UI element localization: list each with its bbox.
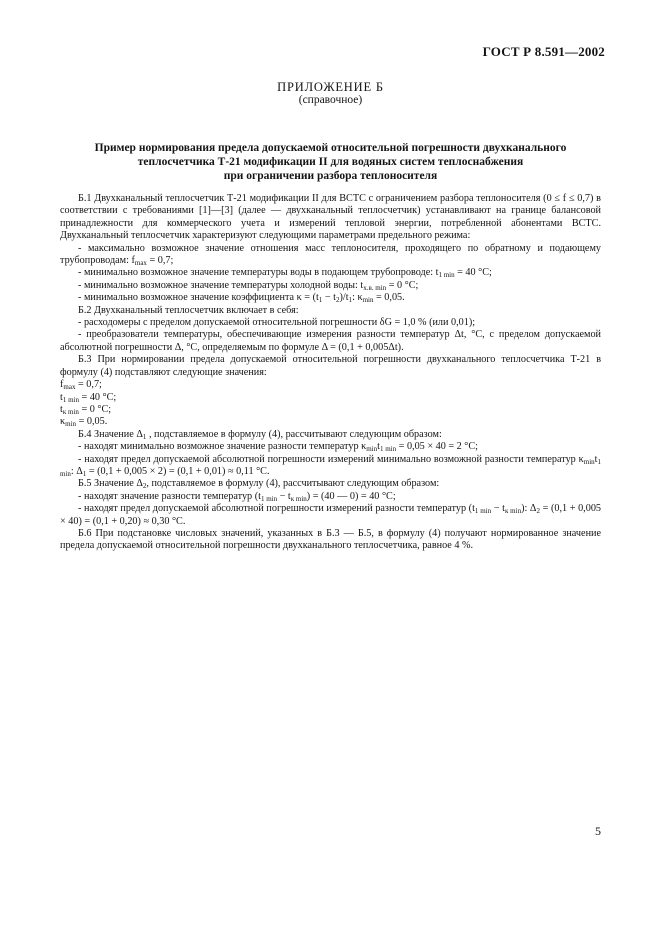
example-title-line-1: Пример нормирования предела допускаемой относительной погрешности двухканального bbox=[94, 142, 567, 154]
b3-value-t1min: $t_{1 min} = 40$ °С; bbox=[60, 391, 117, 404]
b4-list-item-min-difference: - находят минимально возможное значение разности температур $\kappa_{min}t_{1 min} = 0,05 \times 40 = 2$ °С; bbox=[78, 441, 478, 454]
b4-list-item-abs-error: - находят предел допускаемой абсолютной погрешности измерений минимально возможной разности температур $\kappa_{min}t_{1 min}$: $\Delta_1 = (0,1 + 0,005 \times 2) = (0,1 + 0,01) \approx 0,11$ °С. bbox=[60, 453, 601, 478]
paragraph-b6: Б.6 При подстановке числовых значений, указанных в Б.3 — Б.5, в формулу (4) получают нормированное значение предела допускаемой относительной погрешности двухканального теплосчетчика, равное 4 %. bbox=[60, 527, 601, 552]
b2-list-item-converters: - преобразователи температуры, обеспечивающие измерения разности температур Δt, °С, с пределом допускаемой абсолютной погрешности Δ, °С, определяемым по формуле Δ = (0,1 + 0,005Δt). bbox=[60, 329, 601, 353]
paragraph-b4: Б.4 Значение $\Delta_1$ , подставляемое в формулу (4), рассчитывают следующим образом: bbox=[78, 428, 442, 441]
example-title bbox=[60, 141, 601, 183]
b1-list-item-fmax: - максимально возможное значение отношения масс теплоносителя, проходящего по обратному и подающему трубопроводам: $f_{max} = 0,7$; bbox=[60, 242, 601, 268]
b1-list-item-t1min: - минимально возможное значение температуры воды в подающем трубопроводе: $t_{1 min} = 40$ °С; bbox=[78, 267, 492, 280]
b3-value-kappamin: $\kappa_{min} = 0,05$. bbox=[60, 416, 108, 429]
paragraph-b1: Б.1 Двухканальный теплосчетчик Т-21 модификации II для ВСТС с ограничением разбора теплоносителя (0 ≤ f ≤ 0,7) в соответствии с требованиями [1]—[3] (далее — двухканальный теплосчетчик) устанавливают на границе балансовой принадлежности для коммерческого учета и измерений тепловой энергии, потребленной абонентами ВСТС. Двухканальный теплосчетчик характеризуют следующими параметрами предельного режима: bbox=[60, 193, 601, 242]
appendix-note: (справочное) bbox=[298, 94, 363, 106]
paragraph-b3: Б.3 При нормировании предела допускаемой относительной погрешности двухканального теплосчетчика Т-21 в формулу (4) подставляют следующие значения: bbox=[60, 354, 601, 378]
document-number: ГОСТ Р 8.591—2002 bbox=[482, 44, 605, 59]
b1-list-item-tcold: - минимально возможное значение температуры холодной воды: $t_{х.в. min} = 0$ °С; bbox=[78, 279, 419, 292]
document-body bbox=[60, 193, 601, 553]
b3-value-tkmin: $t_{к min} = 0$ °С; bbox=[60, 403, 112, 416]
b2-list-item-flowmeters: - расходомеры с пределом допускаемой относительной погрешности δG = 1,0 % (или 0,01); bbox=[78, 317, 476, 329]
paragraph-b2: Б.2 Двухканальный теплосчетчик включает в себя: bbox=[78, 304, 299, 316]
example-title-line-2: теплосчетчика Т-21 модификации II для водяных систем теплоснабжения bbox=[137, 156, 524, 168]
paragraph-b5: Б.5 Значение $\Delta_2$, подставляемое в формулу (4), рассчитывают следующим образом: bbox=[78, 478, 440, 491]
page-number: 5 bbox=[595, 824, 601, 838]
example-title-line-3: при ограничении разбора теплоносителя bbox=[223, 170, 438, 182]
b1-list-item-kappa: - минимально возможное значение коэффициента $\kappa = (t_1 - t_2)/t_1$: $\kappa_{min} = 0,05$. bbox=[78, 292, 405, 305]
appendix-title: ПРИЛОЖЕНИЕ Б bbox=[277, 80, 384, 94]
b5-list-item-difference: - находят значение разности температур $(t_{1 min} - t_{к min}) = (40$ — 0) = 40 °С; bbox=[78, 490, 396, 503]
appendix-header bbox=[0, 80, 661, 107]
b5-list-item-abs-error: - находят предел допускаемой абсолютной погрешности измерений разности температур $(t_{1 min} - t_{к min})$: $\Delta_2 = (0,1 + 0,005 \times 40) = (0,1 + 0,20) \approx 0,30$ °С. bbox=[60, 503, 602, 527]
b3-value-fmax: $f_{max} = 0,7$; bbox=[60, 379, 102, 392]
